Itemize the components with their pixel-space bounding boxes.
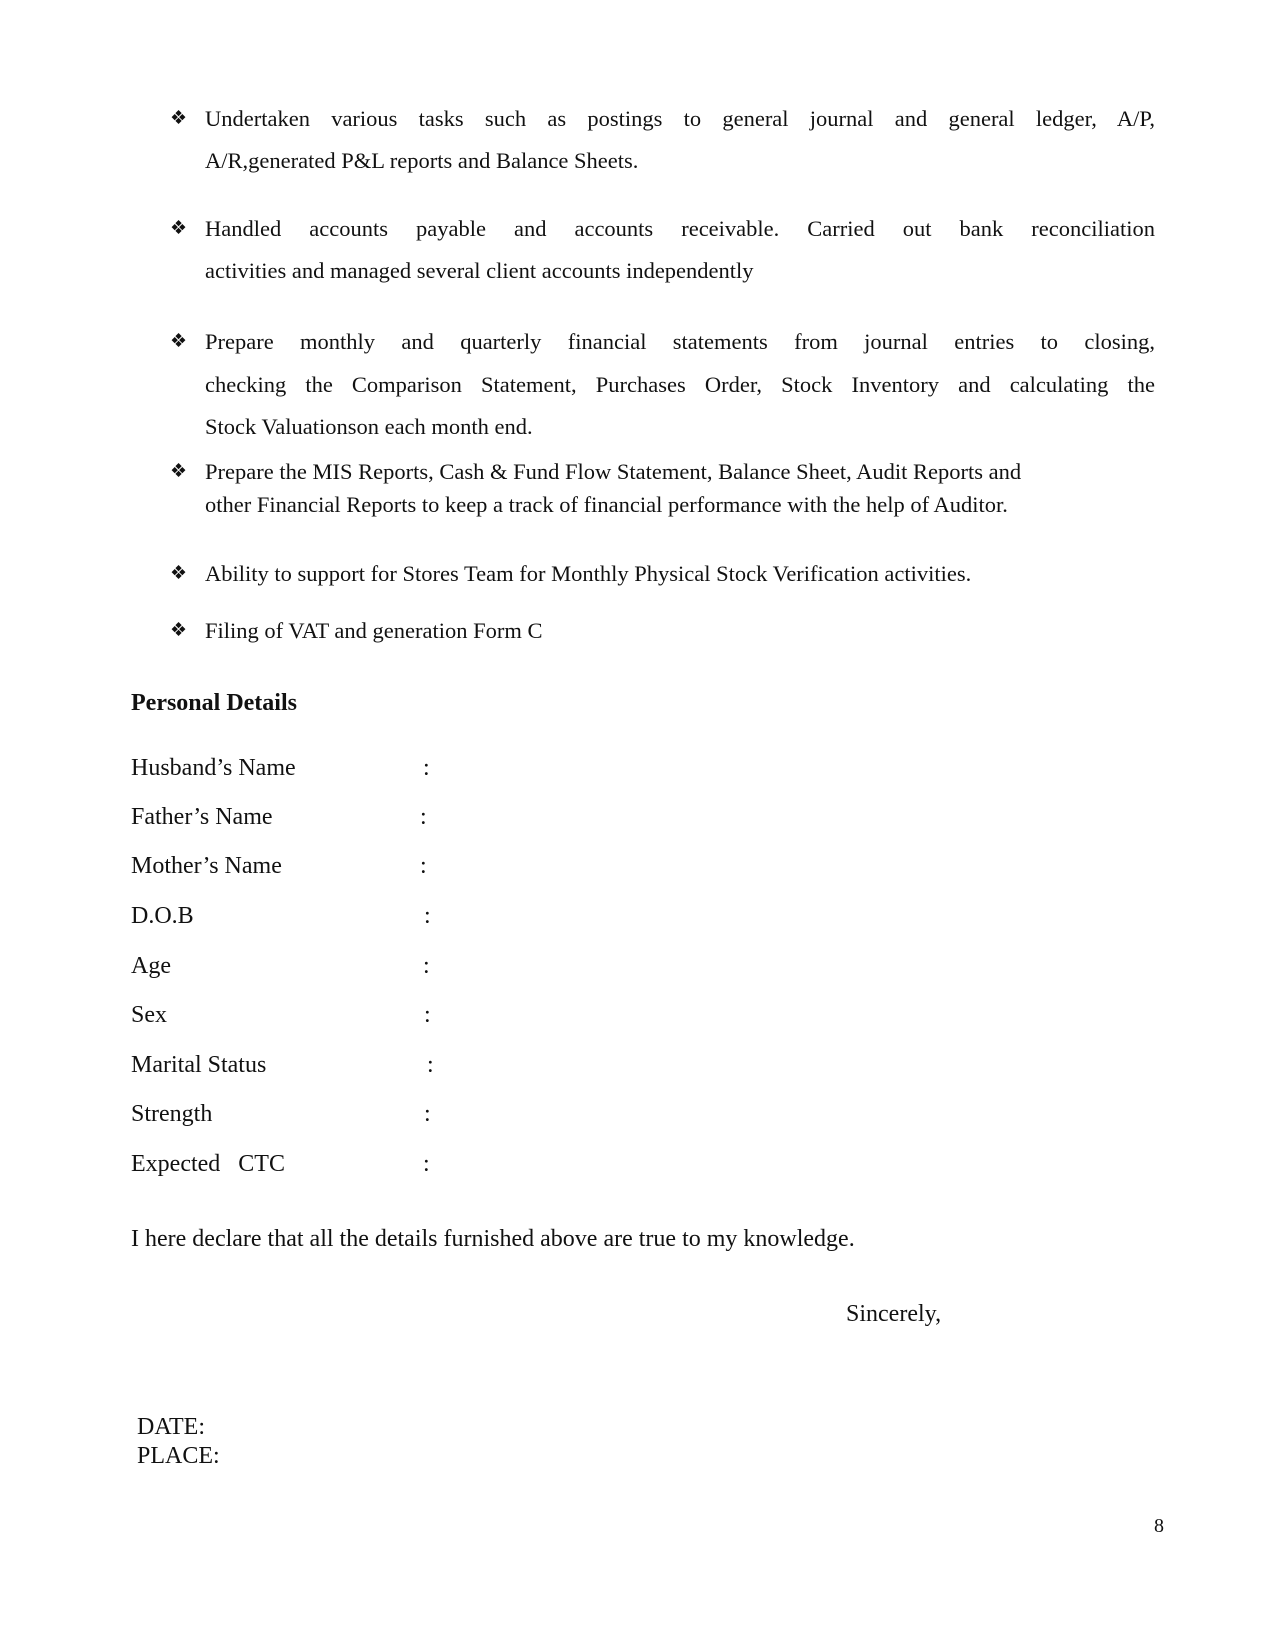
- date-label: DATE:: [137, 1414, 205, 1440]
- detail-separator: :: [427, 1052, 434, 1078]
- closing-text: Sincerely,: [846, 1301, 942, 1327]
- diamond-bullet-icon: ❖: [170, 108, 188, 129]
- detail-label: Husband’s Name: [131, 755, 296, 781]
- detail-separator: :: [424, 903, 431, 929]
- diamond-bullet-icon: ❖: [170, 461, 188, 482]
- bullet-text-line: Prepare the MIS Reports, Cash & Fund Flow Statement, Balance Sheet, Audit Reports and: [205, 459, 1022, 484]
- detail-separator: :: [424, 1101, 431, 1127]
- place-label: PLACE:: [137, 1443, 220, 1469]
- bullet-text-line: Stock Valuationson each month end.: [205, 414, 533, 439]
- detail-label: Age: [131, 953, 171, 979]
- detail-separator: :: [420, 853, 427, 879]
- detail-separator: :: [423, 1151, 430, 1177]
- diamond-bullet-icon: ❖: [170, 563, 188, 584]
- bullet-text-line: Prepare monthly and quarterly financial statements from journal entries to closing,: [205, 329, 1155, 354]
- detail-label: Expected CTC: [131, 1151, 285, 1177]
- declaration-text: I here declare that all the details furnished above are true to my knowledge.: [131, 1226, 855, 1252]
- detail-label: Mother’s Name: [131, 853, 282, 879]
- bullet-text-line: Filing of VAT and generation Form C: [205, 618, 543, 643]
- diamond-bullet-icon: ❖: [170, 218, 188, 239]
- detail-row-age: [131, 953, 451, 983]
- detail-row-marital-status: [131, 1052, 451, 1082]
- detail-label: Father’s Name: [131, 804, 273, 830]
- detail-separator: :: [423, 755, 430, 781]
- page-number: 8: [1154, 1515, 1164, 1537]
- date-place-block: [137, 1413, 220, 1471]
- bullet-text-line: A/R,generated P&L reports and Balance Sheets.: [205, 148, 639, 173]
- detail-row-expected-ctc: [131, 1151, 451, 1181]
- detail-row-dob: [131, 903, 451, 933]
- detail-row-husband-name: [131, 755, 451, 785]
- detail-label: Sex: [131, 1002, 167, 1028]
- detail-label: Marital Status: [131, 1052, 267, 1078]
- bullet-text-line: checking the Comparison Statement, Purchases Order, Stock Inventory and calculating the: [205, 372, 1155, 397]
- bullet-text-line: Handled accounts payable and accounts receivable. Carried out bank reconciliation: [205, 216, 1155, 241]
- detail-row-mother-name: [131, 853, 451, 883]
- detail-separator: :: [420, 804, 427, 830]
- detail-separator: :: [424, 1002, 431, 1028]
- bullet-text-line: Undertaken various tasks such as postings to general journal and general ledger, A/P,: [205, 106, 1155, 131]
- diamond-bullet-icon: ❖: [170, 620, 188, 641]
- detail-row-father-name: [131, 804, 451, 834]
- detail-label: Strength: [131, 1101, 213, 1127]
- section-heading-personal-details: Personal Details: [131, 690, 297, 716]
- bullet-text-line: other Financial Reports to keep a track of financial performance with the help of Auditor.: [205, 492, 1008, 517]
- diamond-bullet-icon: ❖: [170, 331, 188, 352]
- bullet-text-line: activities and managed several client accounts independently: [205, 258, 754, 283]
- detail-label: D.O.B: [131, 903, 194, 929]
- bullet-text-line: Ability to support for Stores Team for Monthly Physical Stock Verification activities.: [205, 561, 972, 586]
- detail-separator: :: [423, 953, 430, 979]
- detail-row-strength: [131, 1101, 451, 1131]
- detail-row-sex: [131, 1002, 451, 1032]
